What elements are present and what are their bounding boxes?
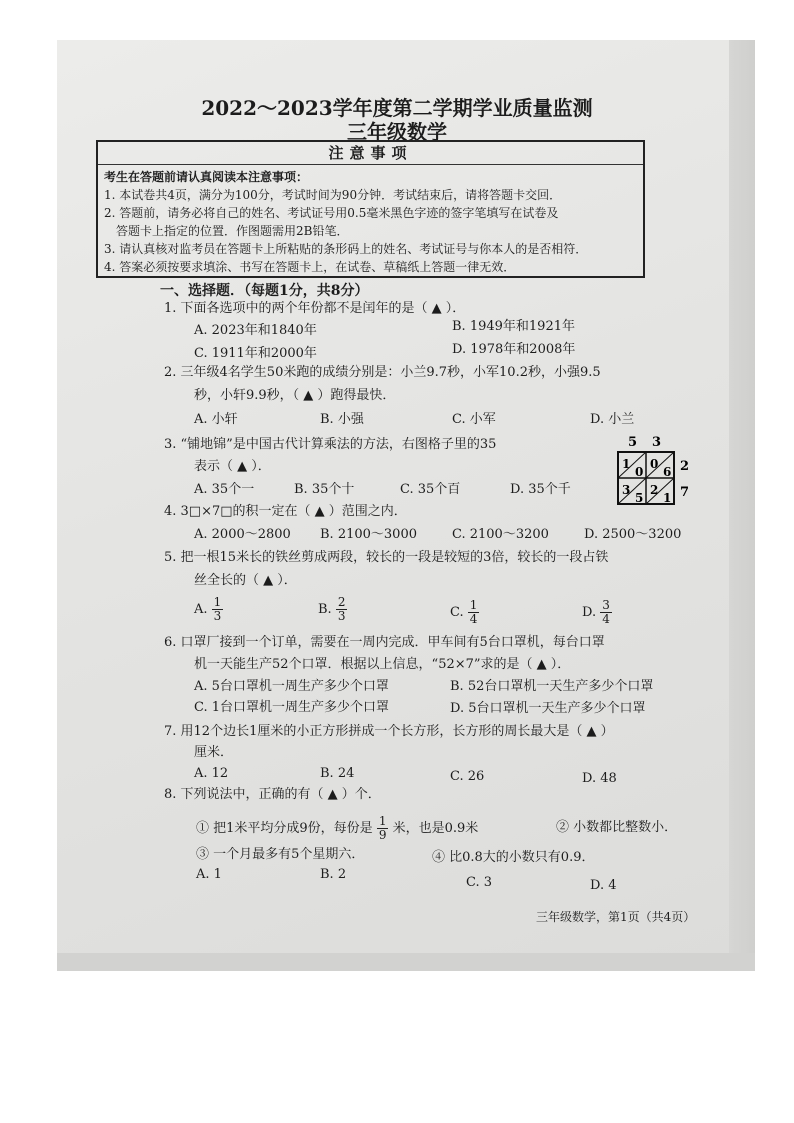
grid-cell: 0 <box>650 457 659 471</box>
fraction-denominator: 9 <box>378 828 387 842</box>
option-c: C. 35个百 <box>400 482 461 497</box>
option-a: A. 2023年和1840年 <box>194 323 317 338</box>
option-label: C. <box>450 605 464 620</box>
grid-right-digit: 2 <box>680 459 690 474</box>
option-c: C. 小军 <box>452 412 496 427</box>
notice-item: 4. 答案必须按要求填涂、书写在答题卡上，在试卷、草稿纸上答题一律无效． <box>104 260 516 274</box>
question-stem: 表示（ ▲ ）． <box>194 459 271 474</box>
question-stem: 6. 口罩厂接到一个订单，需要在一周内完成．甲车间有5台口罩机，每台口罩 <box>164 635 605 650</box>
option-b: B. 2 <box>320 867 347 882</box>
notice-box <box>96 140 645 278</box>
notice-item: 3. 请认真核对监考员在答题卡上所粘贴的条形码上的姓名、考试证号与你本人的是否相符． <box>104 242 588 256</box>
fraction <box>336 596 348 623</box>
option-d: D. 48 <box>582 771 617 786</box>
option-b: B. 24 <box>320 766 355 781</box>
question-stem: 丝全长的（ ▲ ）． <box>194 573 297 588</box>
option-d: D. 小兰 <box>590 412 635 427</box>
question-stem: 7. 用12个边长1厘米的小正方形拼成一个长方形，长方形的周长最大是（ ▲ ） <box>164 724 614 739</box>
option-label: B. <box>318 602 332 617</box>
option-label: A. <box>194 602 208 617</box>
option-c <box>450 599 479 626</box>
option-d <box>582 599 612 626</box>
notice-item: 2. 答题前，请务必将自己的姓名、考试证号用0.5毫米黑色字迹的签字笔填写在试卷及 <box>104 206 559 220</box>
grid-cell: 6 <box>663 465 672 479</box>
option-label: D. <box>582 605 597 620</box>
fraction-numerator: 1 <box>213 595 222 609</box>
option-b <box>318 596 347 623</box>
fraction-denominator: 3 <box>337 609 346 623</box>
exam-title: 2022～2023学年度第二学期学业质量监测 <box>201 96 593 120</box>
page-edge <box>729 40 755 971</box>
option-a: A. 小轩 <box>194 412 238 427</box>
option-d: D. 5台口罩机一天生产多少个口罩 <box>450 701 646 716</box>
grid-cell: 3 <box>622 483 631 497</box>
option-c: C. 26 <box>450 769 485 784</box>
statement-2: ② 小数都比整数小． <box>556 820 678 835</box>
option-b: B. 52台口罩机一天生产多少个口罩 <box>450 679 654 694</box>
section-title: 一、选择题．（每题1分，共8分） <box>160 283 369 299</box>
fraction-denominator: 4 <box>469 612 478 626</box>
option-a: A. 5台口罩机一周生产多少个口罩 <box>194 679 389 694</box>
pudijin-grid <box>610 432 720 512</box>
option-d: D. 1978年和2008年 <box>452 342 576 357</box>
fraction-numerator: 2 <box>337 595 346 609</box>
question-stem: 厘米． <box>194 745 234 760</box>
grid-right-digit: 7 <box>680 485 690 500</box>
option-b: B. 35个十 <box>294 482 355 497</box>
fraction-denominator: 3 <box>213 609 222 623</box>
statement-3: ③ 一个月最多有5个星期六． <box>196 847 365 862</box>
scan-bottom-edge <box>57 953 755 971</box>
exam-subtitle: 三年级数学 <box>347 120 447 144</box>
notice-item: 1. 本试卷共4页，满分为100分，考试时间为90分钟．考试结束后，请将答题卡交回． <box>104 188 562 202</box>
fraction-denominator: 4 <box>602 612 610 626</box>
grid-cell: 1 <box>663 491 672 505</box>
fraction-numerator: 1 <box>378 814 387 828</box>
option-b: B. 小强 <box>320 412 364 427</box>
option-b: B. 1949年和1921年 <box>452 319 575 334</box>
option-c: C. 1911年和2000年 <box>194 346 317 361</box>
grid-cell: 0 <box>635 465 644 479</box>
option-c: C. 1台口罩机一周生产多少个口罩 <box>194 700 390 715</box>
fraction <box>468 599 480 626</box>
question-stem: 8. 下列说法中，正确的有（ ▲ ）个． <box>164 787 381 802</box>
option-a: A. 12 <box>194 766 229 781</box>
fraction-numerator: 1 <box>469 598 478 612</box>
grid-cell: 1 <box>622 457 631 471</box>
grid-cell: 5 <box>635 491 644 505</box>
statement-text: 米，也是0.9米 <box>392 821 479 836</box>
fraction-numerator: 3 <box>602 598 610 612</box>
question-stem: 机一天能生产52个口罩．根据以上信息，“52×7”求的是（ ▲ ）． <box>194 657 571 672</box>
grid-top-digit: 3 <box>652 435 662 450</box>
option-a: A. 2000～2800 <box>194 527 291 542</box>
option-b: B. 2100～3000 <box>320 527 417 542</box>
option-a: A. 35个一 <box>194 482 255 497</box>
question-stem: 3. “铺地锦”是中国古代计算乘法的方法，右图格子里的35 <box>164 437 497 452</box>
grid-top-digit: 5 <box>628 435 638 450</box>
question-stem: 5. 把一根15米长的铁丝剪成两段，较长的一段是较短的3倍，较长的一段占铁 <box>164 550 609 565</box>
option-d: D. 2500～3200 <box>584 527 682 542</box>
question-stem: 1. 下面各选项中的两个年份都不是闰年的是（ ▲ ）． <box>164 301 466 316</box>
option-c: C. 2100～3200 <box>452 527 549 542</box>
option-d: D. 35个千 <box>510 482 571 497</box>
notice-item: 答题卡上指定的位置．作图题需用2B铅笔． <box>116 224 349 238</box>
question-stem: 4. 3□×7□的积一定在（ ▲ ）范围之内． <box>164 504 407 519</box>
fraction <box>600 599 612 626</box>
statement-4: ④ 比0.8大的小数只有0.9． <box>432 850 595 865</box>
notice-intro: 考生在答题前请认真阅读本注意事项： <box>104 170 309 184</box>
option-a <box>194 596 223 623</box>
fraction <box>212 596 224 623</box>
question-stem: 2. 三年级4名学生50米跑的成绩分别是：小兰9.7秒，小军10.2秒，小强9.5 <box>164 365 601 380</box>
statement-1 <box>196 815 478 842</box>
question-stem: 秒，小轩9.9秒，（ ▲ ）跑得最快． <box>194 388 396 403</box>
grid-cell: 2 <box>650 483 659 497</box>
option-c: C. 3 <box>466 875 493 890</box>
option-a: A. 1 <box>196 867 222 882</box>
notice-title: 注意事项 <box>98 142 643 165</box>
fraction <box>377 815 389 842</box>
statement-text: ① 把1米平均分成9份，每份是 <box>196 821 373 836</box>
page-footer: 三年级数学，第1页（共4页） <box>536 910 696 924</box>
option-d: D. 4 <box>590 878 617 893</box>
